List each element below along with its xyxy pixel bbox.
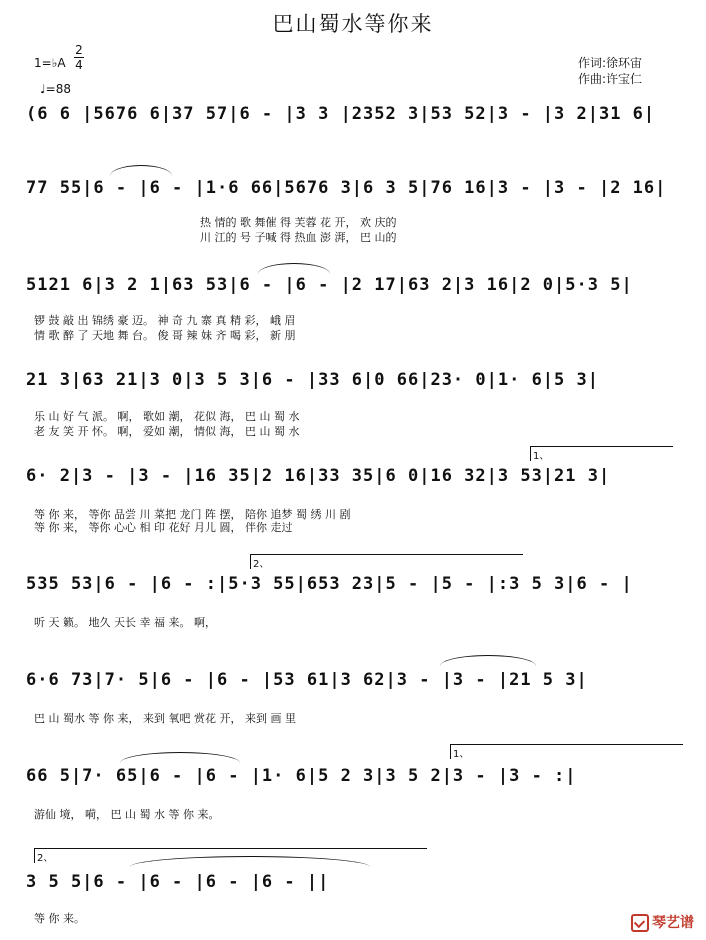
slur-mark <box>440 655 536 666</box>
time-signature <box>74 44 84 71</box>
notation-row-5: 6· 2|3 - |3 - |16 35|2 16|33 35|6 0|16 32|3 53|21 3| <box>26 466 611 486</box>
composer-credit: 作曲:许宝仁 <box>578 72 643 86</box>
volta-second-ending-2: 2、 <box>34 848 427 863</box>
tempo-marking: ♩=88 <box>40 82 71 96</box>
lyric-row-2-verse-1: 热 情的 歌 舞催 得 芙蓉 花 开， 欢 庆的 <box>200 216 397 229</box>
time-signature-top: 2 <box>75 43 83 57</box>
song-title: 巴山蜀水等你来 <box>272 12 434 36</box>
notation-row-1: (6 6 |5676 6|37 57|6 - |3 3 |2352 3|53 52|3 - |3 2|31 6| <box>26 104 656 124</box>
volta-first-ending: 1、 <box>530 446 673 461</box>
lyric-row-3-verse-1: 锣 鼓 敲 出 锦绣 豪 迈。 神 奇 九 寨 真 精 彩， 峨 眉 <box>34 314 296 327</box>
slur-mark <box>120 752 240 763</box>
lyric-row-4-verse-2: 老 友 笑 开 怀。 啊， 爱如 潮， 情似 海， 巴 山 蜀 水 <box>34 425 300 438</box>
volta-second-ending: 2、 <box>250 554 523 569</box>
logo-icon <box>631 914 649 932</box>
watermark-logo <box>631 912 694 932</box>
lyric-row-8: 游仙 境， 嗬， 巴 山 蜀 水 等 你 来。 <box>34 808 220 821</box>
lyric-row-5-verse-1: 等 你 来， 等你 品尝 川 菜把 龙门 阵 摆， 陪你 追梦 蜀 绣 川 剧 <box>34 508 351 521</box>
key-signature: 1=♭A <box>34 56 66 70</box>
time-signature-bottom: 4 <box>75 58 83 72</box>
lyric-row-2-verse-2: 川 江的 号 子喊 得 热血 澎 湃， 巴 山的 <box>200 231 397 244</box>
notation-row-4: 21 3|63 21|3 0|3 5 3|6 - |33 6|0 66|23· 0|1· 6|5 3| <box>26 370 599 390</box>
notation-row-3: 5121 6|3 2 1|63 53|6 - |6 - |2 17|63 2|3 16|2 0|5·3 5| <box>26 275 633 295</box>
notation-row-6: 535 53|6 - |6 - :|5·3 55|653 23|5 - |5 - |:3 5 3|6 - | <box>26 574 633 594</box>
notation-row-9: 3 5 5|6 - |6 - |6 - |6 - || <box>26 872 330 892</box>
notation-row-7: 6·6 73|7· 5|6 - |6 - |53 61|3 62|3 - |3 - |21 5 3| <box>26 670 588 690</box>
slur-mark <box>258 263 330 274</box>
lyric-row-9: 等 你 来。 <box>34 912 85 925</box>
lyric-row-4-verse-1: 乐 山 好 气 派。 啊， 歌如 潮， 花似 海， 巴 山 蜀 水 <box>34 410 300 423</box>
slur-mark <box>110 165 172 176</box>
lyric-row-7: 巴 山 蜀水 等 你 来， 来到 氧吧 赏花 开， 来到 画 里 <box>34 712 296 725</box>
lyricist-credit: 作词:徐环宙 <box>578 56 643 70</box>
lyric-row-5-verse-2: 等 你 来， 等你 心心 相 印 花好 月儿 圆， 伴你 走过 <box>34 521 293 534</box>
watermark-text: 琴艺谱 <box>652 915 694 931</box>
lyric-row-6: 听 天 籁。 地久 天长 幸 福 来。 啊， <box>34 616 216 629</box>
lyric-row-3-verse-2: 情 歌 醉 了 天地 舞 台。 俊 哥 辣 妹 齐 喝 彩， 新 朋 <box>34 329 296 342</box>
notation-row-2: 77 55|6 - |6 - |1·6 66|5676 3|6 3 5|76 16|3 - |3 - |2 16| <box>26 178 667 198</box>
notation-row-8: 66 5|7· 65|6 - |6 - |1· 6|5 2 3|3 5 2|3 - |3 - :| <box>26 766 577 786</box>
volta-first-ending-2: 1、 <box>450 744 683 759</box>
